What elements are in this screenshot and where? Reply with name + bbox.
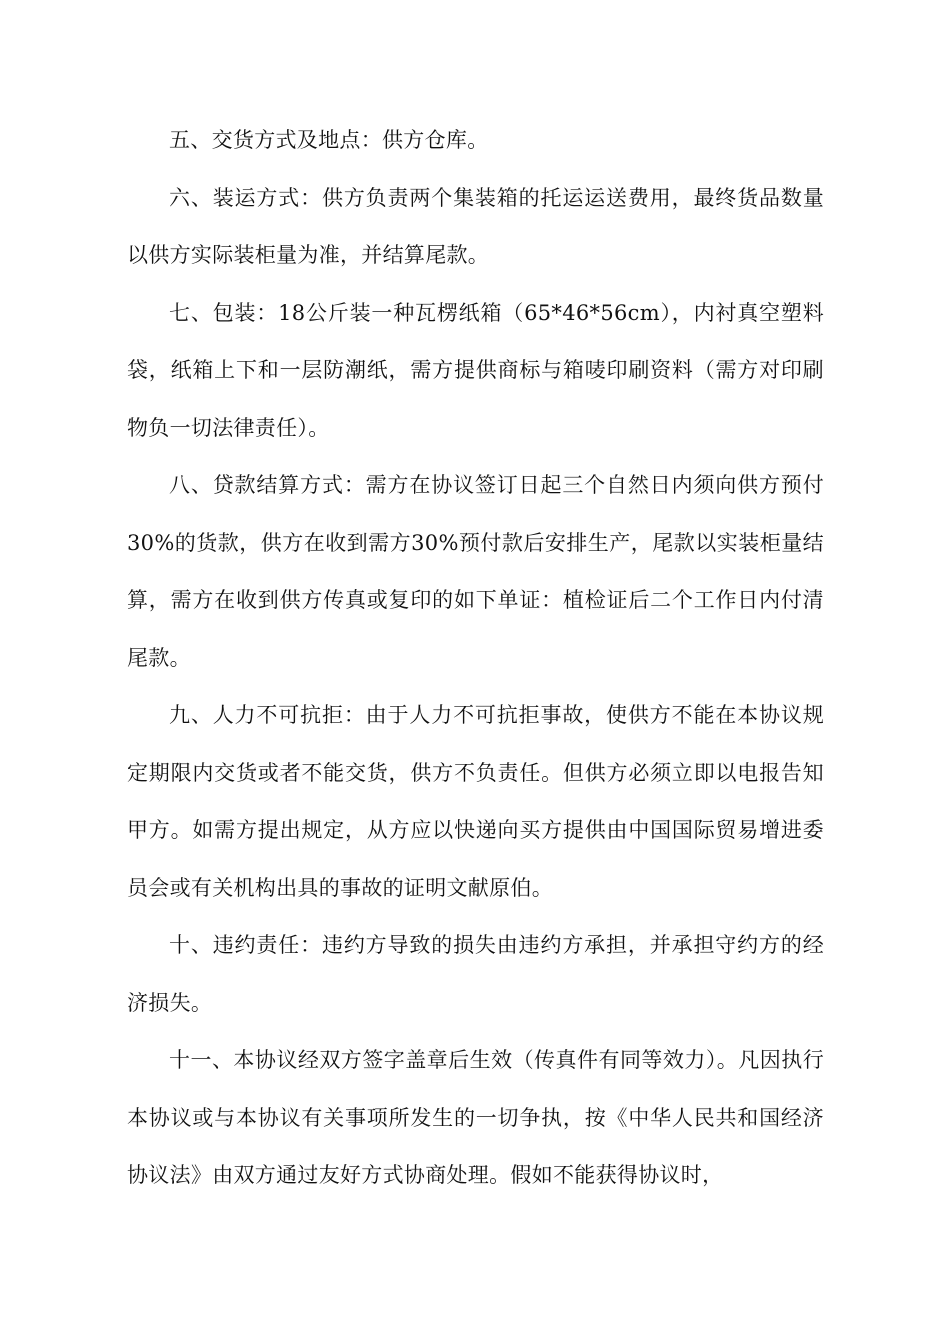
clause-delivery-location: 五、交货方式及地点：供方仓库。 — [169, 128, 489, 152]
clause-force-majeure: 九、人力不可抗拒：由于人力不可抗拒事故，使供方不能在本协议规定期限内交货或者不能交货，供方不负责任。但供方必须立即以电报告知甲方。如需方提出规定，从方应以快递向买方提供由中国国际贸易增进委员会或有关机构出具的事故的证明文献原伯。 — [127, 703, 824, 900]
clause-payment-settlement: 八、贷款结算方式：需方在协议签订日起三个自然日内须向供方预付30%的货款，供方在收到需方30%预付款后安排生产，尾款以实装柜量结算，需方在收到供方传真或复印的如下单证：植检证后二个工作日内付清尾款。 — [127, 473, 824, 670]
clause-effectiveness-disputes: 十一、本协议经双方签字盖章后生效（传真件有同等效力）。凡因执行本协议或与本协议有关事项所发生的一切争执，按《中华人民共和国经济协议法》由双方通过友好方式协商处理。假如不能获得协议时， — [127, 1048, 824, 1187]
clause-breach-liability: 十、违约责任：违约方导致的损失由违约方承担，并承担守约方的经济损失。 — [127, 933, 824, 1015]
document-body — [127, 112, 824, 1205]
clause-packaging: 七、包装：18公斤装一种瓦楞纸箱（65*46*56cm），内衬真空塑料袋，纸箱上下和一层防潮纸，需方提供商标与箱唛印刷资料（需方对印刷物负一切法律责任）。 — [127, 300, 824, 440]
clause-shipping-method: 六、装运方式：供方负责两个集装箱的托运运送费用，最终货品数量以供方实际装柜量为准，并结算尾款。 — [127, 185, 824, 267]
